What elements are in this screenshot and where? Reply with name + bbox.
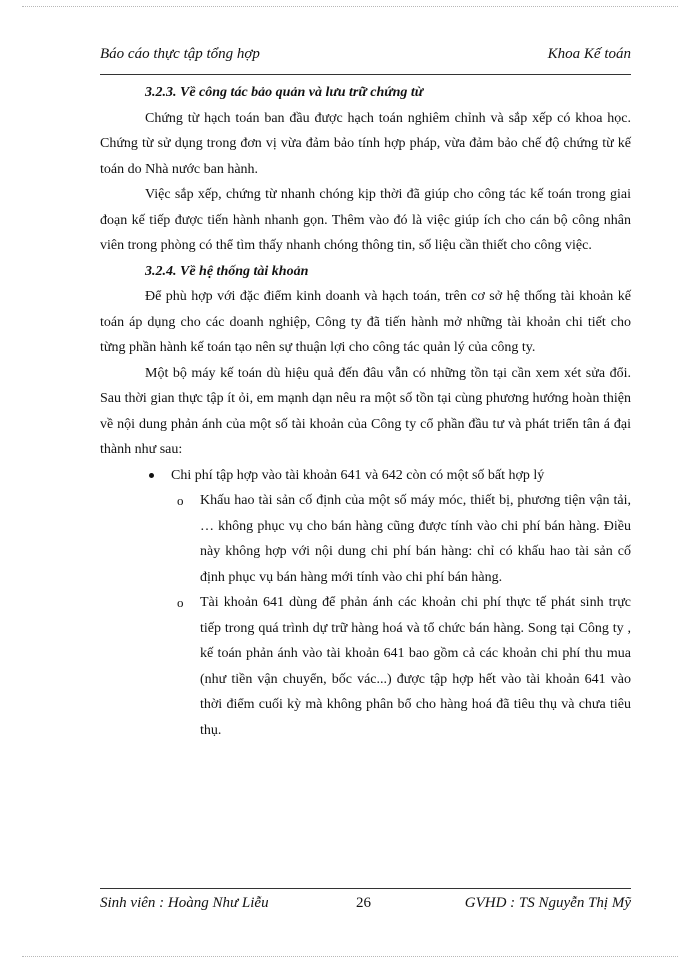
footer-advisor: GVHD : TS Nguyễn Thị Mỹ: [464, 895, 631, 911]
circle-bullet-icon: o: [177, 493, 184, 508]
paragraph: Để phù hợp với đặc điểm kinh doanh và hạch toán, trên cơ sở hệ thống tài khoản kế toán áp dụng cho các doanh nghiệp, Công ty đã tiến hành mở những tài khoản chi tiết cho từng phần hành kế toán tạo nên sự thuận lợi cho công tác quản lý của công ty.: [100, 289, 631, 355]
document-body: [100, 80, 631, 743]
list-item-text: Chi phí tập hợp vào tài khoản 641 và 642 còn có một số bất hợp lý: [171, 467, 545, 483]
page-header: [100, 46, 631, 66]
page-separator-bottom: [22, 956, 678, 957]
header-rule: [100, 74, 631, 75]
bullet-list: [100, 463, 631, 744]
circle-bullet-icon: o: [177, 595, 184, 610]
section-heading-document-storage: 3.2.3. Về công tác bảo quản và lưu trữ chứng từ: [145, 85, 424, 100]
footer-rule: [100, 888, 631, 889]
page-separator-top: [22, 6, 678, 7]
section-heading-account-system: 3.2.4. Về hệ thống tài khoản: [145, 263, 309, 279]
footer-student: Sinh viên : Hoàng Như Liễu: [100, 895, 269, 911]
sub-list-item-text: Khấu hao tài sản cố định của một số máy móc, thiết bị, phương tiện vận tải, … không phục vụ cho bán hàng cũng được tính vào chi phí bán hàng. Điều này không hợp với nội dung chi phí bán hàng: chỉ có khấu hao tài sản cố định phục vụ bán hàng mới tính vào chi phí bán hàng.: [200, 493, 631, 585]
sub-list: [171, 488, 631, 743]
header-department: Khoa Kế toán: [547, 46, 631, 62]
paragraph: Chứng từ hạch toán ban đầu được hạch toán nghiêm chỉnh và sắp xếp có khoa học. Chứng từ sử dụng trong đơn vị vừa đảm bảo tính hợp pháp, vừa đảm bảo chế độ chứng từ kế toán do Nhà nước ban hành.: [100, 110, 631, 177]
sub-list-item: [171, 488, 631, 590]
paragraph: Việc sắp xếp, chứng từ nhanh chóng kịp thời đã giúp cho công tác kế toán trong giai đoạn kế tiếp được tiến hành nhanh gọn. Thêm vào đó là việc giúp ích cho cán bộ công nhân viên trong phòng có thể tìm thấy nhanh chóng thông tin, số liệu cần thiết cho công việc.: [100, 187, 631, 253]
paragraph: Một bộ máy kế toán dù hiệu quả đến đâu vẫn có những tồn tại cần xem xét sửa đổi. Sau thời gian thực tập ít ỏi, em mạnh dạn nêu ra một số tồn tại cùng phương hướng hoàn thiện về nội dung phản ánh của một số tài khoản của Công ty cổ phần đầu tư và phát triển tân á đại thành như sau:: [100, 365, 631, 457]
sub-list-item-text: Tài khoản 641 dùng để phản ánh các khoản chi phí thực tế phát sinh trực tiếp trong quá trình dự trữ hàng hoá và tổ chức bán hàng. Song tại Công ty , kế toán phản ánh vào tài khoản 641 bao gồm cả các khoản chi phí thu mua (như tiền vận chuyển, bốc vác...) được tập hợp hết vào tài khoản 641 vào thời điểm cuối kỳ mà không phân bổ cho hàng hoá đã tiêu thụ và chưa tiêu thụ.: [200, 595, 631, 738]
header-report-title: Báo cáo thực tập tổng hợp: [100, 46, 260, 62]
sub-list-item: [171, 590, 631, 743]
page-footer: [100, 895, 631, 915]
bullet-dot-icon: [149, 473, 154, 478]
page-number: 26: [356, 895, 371, 911]
list-item: [100, 463, 631, 744]
